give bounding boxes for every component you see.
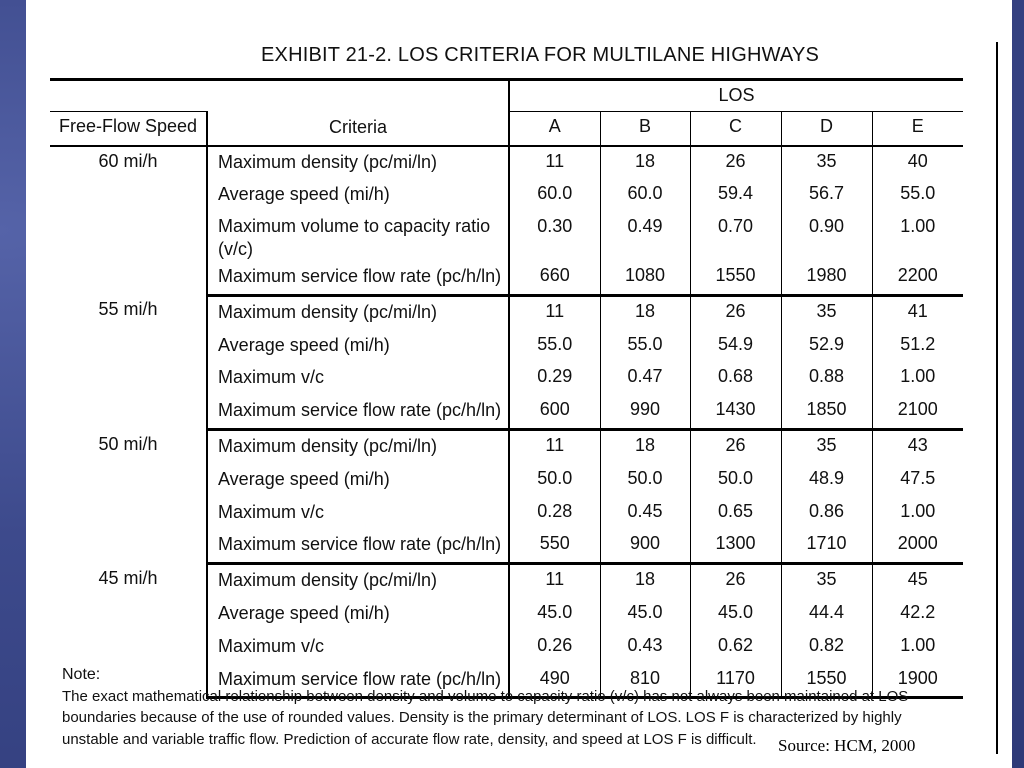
value-cell: 1.00 xyxy=(872,362,963,395)
note-text: The exact mathematical relationship between density and volume to capacity ratio (v/c) has not always been maintained at LOS boundaries because of the use of rounded values. Density is the primary determinant of LOS. LOS F is characterized by highly unstable and variable traffic flow. Prediction of accurate flow rate, density, and speed at LOS F is difficult. xyxy=(62,687,909,748)
value-cell: 55.0 xyxy=(600,330,690,363)
value-cell: 11 xyxy=(509,295,600,329)
criteria-cell: Average speed (mi/h) xyxy=(207,330,509,363)
value-cell: 42.2 xyxy=(872,598,963,631)
table-row xyxy=(50,295,963,329)
value-cell: 35 xyxy=(781,430,872,464)
value-cell: 0.65 xyxy=(690,497,781,530)
criteria-cell: Maximum service flow rate (pc/h/ln) xyxy=(207,261,509,295)
header-level-b: B xyxy=(600,112,690,146)
value-cell: 50.0 xyxy=(600,464,690,497)
value-cell: 1300 xyxy=(690,529,781,563)
header-row-los xyxy=(50,80,963,112)
header-level-c: C xyxy=(690,112,781,146)
value-cell: 1550 xyxy=(781,664,872,698)
header-level-e: E xyxy=(872,112,963,146)
value-cell: 56.7 xyxy=(781,179,872,212)
value-cell: 1900 xyxy=(872,664,963,698)
value-cell: 1980 xyxy=(781,261,872,295)
header-los: LOS xyxy=(509,80,963,112)
source-citation: Source: HCM, 2000 xyxy=(778,736,916,755)
value-cell: 26 xyxy=(690,146,781,180)
value-cell: 47.5 xyxy=(872,464,963,497)
criteria-cell: Maximum density (pc/mi/ln) xyxy=(207,430,509,464)
value-cell: 18 xyxy=(600,295,690,329)
value-cell: 52.9 xyxy=(781,330,872,363)
free-flow-speed-cell: 50 mi/h xyxy=(98,433,158,454)
value-cell: 0.49 xyxy=(600,212,690,261)
value-cell: 45.0 xyxy=(509,598,600,631)
free-flow-speed-cell: 45 mi/h xyxy=(98,567,158,588)
value-cell: 11 xyxy=(509,146,600,180)
criteria-cell: Maximum density (pc/mi/ln) xyxy=(207,146,509,180)
value-cell: 26 xyxy=(690,295,781,329)
right-rule xyxy=(996,42,998,754)
value-cell: 990 xyxy=(600,395,690,429)
criteria-cell: Maximum v/c xyxy=(207,631,509,664)
criteria-cell: Maximum volume to capacity ratio (v/c) xyxy=(207,212,509,261)
value-cell: 0.62 xyxy=(690,631,781,664)
value-cell: 550 xyxy=(509,529,600,563)
value-cell: 810 xyxy=(600,664,690,698)
criteria-cell: Maximum density (pc/mi/ln) xyxy=(207,564,509,598)
value-cell: 35 xyxy=(781,146,872,180)
value-cell: 600 xyxy=(509,395,600,429)
value-cell: 1080 xyxy=(600,261,690,295)
free-flow-speed-cell: 60 mi/h xyxy=(98,150,158,171)
value-cell: 45.0 xyxy=(690,598,781,631)
value-cell: 0.30 xyxy=(509,212,600,261)
header-free-flow-speed: Free-Flow Speed xyxy=(50,112,207,146)
value-cell: 18 xyxy=(600,430,690,464)
value-cell: 660 xyxy=(509,261,600,295)
header-level-d: D xyxy=(781,112,872,146)
criteria-cell: Maximum service flow rate (pc/h/ln) xyxy=(207,664,509,698)
value-cell: 60.0 xyxy=(600,179,690,212)
value-cell: 55.0 xyxy=(872,179,963,212)
value-cell: 2100 xyxy=(872,395,963,429)
value-cell: 45.0 xyxy=(600,598,690,631)
value-cell: 0.47 xyxy=(600,362,690,395)
value-cell: 35 xyxy=(781,564,872,598)
header-blank-cell xyxy=(50,80,509,112)
value-cell: 1710 xyxy=(781,529,872,563)
value-cell: 0.88 xyxy=(781,362,872,395)
value-cell: 1430 xyxy=(690,395,781,429)
value-cell: 0.86 xyxy=(781,497,872,530)
criteria-cell: Maximum service flow rate (pc/h/ln) xyxy=(207,529,509,563)
note-label: Note: xyxy=(62,666,101,683)
value-cell: 48.9 xyxy=(781,464,872,497)
value-cell: 35 xyxy=(781,295,872,329)
value-cell: 26 xyxy=(690,430,781,464)
value-cell: 1850 xyxy=(781,395,872,429)
criteria-cell: Average speed (mi/h) xyxy=(207,179,509,212)
value-cell: 54.9 xyxy=(690,330,781,363)
value-cell: 18 xyxy=(600,146,690,180)
value-cell: 55.0 xyxy=(509,330,600,363)
criteria-cell: Maximum density (pc/mi/ln) xyxy=(207,295,509,329)
value-cell: 60.0 xyxy=(509,179,600,212)
value-cell: 18 xyxy=(600,564,690,598)
value-cell: 0.82 xyxy=(781,631,872,664)
value-cell: 11 xyxy=(509,430,600,464)
value-cell: 1550 xyxy=(690,261,781,295)
value-cell: 0.29 xyxy=(509,362,600,395)
value-cell: 0.70 xyxy=(690,212,781,261)
value-cell: 490 xyxy=(509,664,600,698)
value-cell: 50.0 xyxy=(509,464,600,497)
value-cell: 50.0 xyxy=(690,464,781,497)
table-row xyxy=(50,564,963,598)
header-row-columns xyxy=(50,112,963,146)
value-cell: 1.00 xyxy=(872,497,963,530)
exhibit-title: EXHIBIT 21-2. LOS CRITERIA FOR MULTILANE HIGHWAYS xyxy=(261,44,820,66)
value-cell: 0.26 xyxy=(509,631,600,664)
value-cell: 0.45 xyxy=(600,497,690,530)
table-row xyxy=(50,146,963,180)
value-cell: 41 xyxy=(872,295,963,329)
criteria-cell: Average speed (mi/h) xyxy=(207,464,509,497)
value-cell: 2200 xyxy=(872,261,963,295)
header-level-a: A xyxy=(509,112,600,146)
criteria-cell: Maximum v/c xyxy=(207,362,509,395)
value-cell: 40 xyxy=(872,146,963,180)
value-cell: 1170 xyxy=(690,664,781,698)
value-cell: 26 xyxy=(690,564,781,598)
table-row xyxy=(50,430,963,464)
criteria-cell: Average speed (mi/h) xyxy=(207,598,509,631)
value-cell: 59.4 xyxy=(690,179,781,212)
value-cell: 900 xyxy=(600,529,690,563)
criteria-cell: Maximum service flow rate (pc/h/ln) xyxy=(207,395,509,429)
criteria-cell: Maximum v/c xyxy=(207,497,509,530)
value-cell: 44.4 xyxy=(781,598,872,631)
los-criteria-table xyxy=(50,78,963,699)
free-flow-speed-cell: 55 mi/h xyxy=(98,299,158,320)
value-cell: 51.2 xyxy=(872,330,963,363)
value-cell: 0.90 xyxy=(781,212,872,261)
value-cell: 45 xyxy=(872,564,963,598)
value-cell: 0.43 xyxy=(600,631,690,664)
value-cell: 0.28 xyxy=(509,497,600,530)
value-cell: 1.00 xyxy=(872,212,963,261)
value-cell: 1.00 xyxy=(872,631,963,664)
header-criteria: Criteria xyxy=(207,112,509,146)
value-cell: 11 xyxy=(509,564,600,598)
value-cell: 0.68 xyxy=(690,362,781,395)
value-cell: 43 xyxy=(872,430,963,464)
slide xyxy=(26,0,1012,768)
value-cell: 2000 xyxy=(872,529,963,563)
